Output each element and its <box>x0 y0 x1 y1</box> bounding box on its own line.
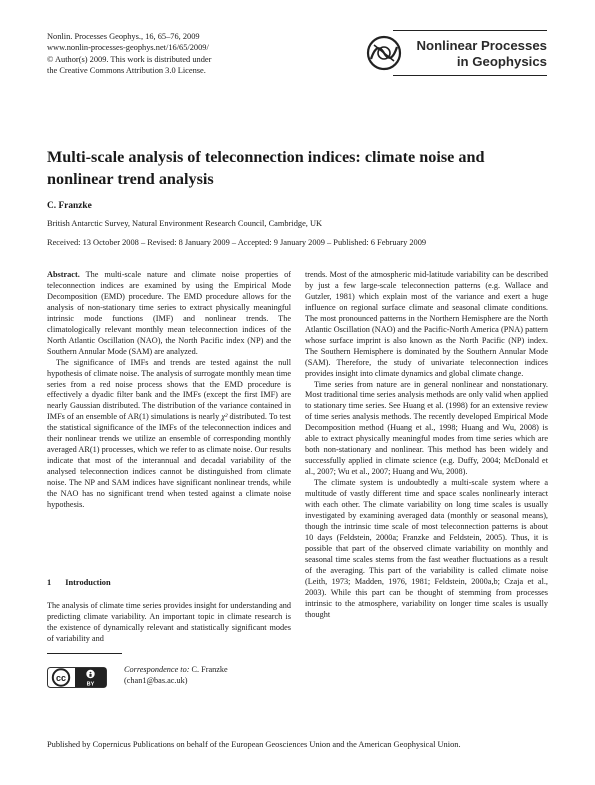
intro-paragraph-1: The analysis of climate time series provides insight for understanding and predicting climate variability. An important topic in climate research is the existence of dynamically relevant and statistically significant modes of variability and <box>47 601 291 643</box>
right-paragraph-3: The climate system is undoubtedly a multi-scale system where a multitude of vastly different time and space scales nonlinearly interact with each other. The climate variability on long time scales is usually investigated by examining averaged data (monthly or seasonal means), though the intrinsic time scale of most teleconnection patterns is about 10 days (Feldstein, 2000a; Franzke and Feldstein, 2005). Thus, it is possible that part of the observed climate variability on monthly and seasonal time scales stems from the fast weather fluctuations as a result of the averaging. This part of the variability is called climate noise (Leith, 1973; Madden, 1976, 1981; Feldstein, 2000a,b; Czaja et al., 2003). While this part can be thought of stemming from processes intrinsic to the atmosphere, variability on longer time scales is usually thought <box>305 478 548 619</box>
footnote-rule <box>47 653 122 654</box>
copyright-line: © Author(s) 2009. This work is distributed under <box>47 54 212 64</box>
cc-by-text: BY <box>86 681 95 688</box>
abstract <box>47 270 291 511</box>
abstract-paragraph-1 <box>47 270 291 358</box>
right-paragraph-1: trends. Most of the atmospheric mid-latitude variability can be described by just a few large-scale teleconnection patterns (e.g. Wallace and Gutzler, 1981) which explain most of the variance and exert a huge influence on regional surface climate and seasonal climate conditions. The most pronounced patterns in the Northern Hemisphere are the North Atlantic Oscillation (NAO) and the Pacific-North America (PNA) pattern whose surface imprint is also known as the North Pacific (NP) index. The Southern Hemisphere is dominated by the Southern Annular Mode (SAM). Therefore, the study of univariate teleconnection indices provides insight into climate dynamics and global climate change. <box>305 270 548 378</box>
journal-logo-icon <box>363 33 405 73</box>
correspondence-email[interactable]: (chan1@bas.ac.uk) <box>124 676 188 685</box>
abstract-text-1: The multi-scale nature and climate noise properties of teleconnection indices are examined by using the Empirical Mode Decomposition (EMD) procedure. The EMD procedure allows for the analysis of non-stationary time series to extract physically meaningful intrinsic mode functions (IMF) and nonlinear trends. The climatologically relevant monthly mean teleconnection indices of the North Atlantic Oscillation (NAO), the North Pacific index (NP) and the Southern Annular Mode (SAM) are analyzed. <box>47 270 291 356</box>
correspondence-line <box>124 664 228 675</box>
url-line[interactable]: www.nonlin-processes-geophys.net/16/65/2009/ <box>47 43 209 53</box>
journal-logo <box>363 29 549 75</box>
abstract-text-2a: The significance of IMFs and trends are tested against the null hypothesis of climate noise. The analysis of surrogate monthly mean time series from a red noise process shows that the EMD procedure is effectively a dyadic filter bank and the IMFs (except the first IMF) are nearly Gaussian distributed. The distribution of the variance contained in IMFs of an ensemble of AR(1) simulations is nearly <box>47 357 291 422</box>
journal-metadata <box>47 31 347 77</box>
introduction <box>47 601 291 645</box>
right-paragraph-2: Time series from nature are in general nonlinear and nonstationary. Most traditional time series analysis methods are only valid when applied to stationary time series. See Huang et al. (1998) for an extensive review of time series analysis methods. The recently developed Empirical Mode Decomposition method (Huang et al., 1998; Huang and Wu, 2008) is able to extract physically meaningful modes from time series which are both non-stationary and nonlinear. This method has been widely and successfully applied in climate science (e.g. Duffy, 2004; McDonald et al., 2007; Wu et al., 2007; Huang and Wu, 2008). <box>305 379 548 477</box>
abstract-paragraph-2 <box>47 358 291 511</box>
logo-line-2: in Geophysics <box>456 53 547 69</box>
section-heading <box>47 578 111 587</box>
chi-squared-symbol: χ² <box>221 412 228 422</box>
correspondence-label: Correspondence to: <box>124 665 190 674</box>
affiliation: British Antarctic Survey, Natural Environment Research Council, Cambridge, UK <box>47 219 323 228</box>
paper-title: Multi-scale analysis of teleconnection indices: climate noise and nonlinear trend analysis <box>47 148 485 188</box>
abstract-label: Abstract. <box>47 270 80 279</box>
cc-license-icon[interactable] <box>47 667 107 688</box>
abstract-text-2b: distributed. To test the statistical significance of the IMFs of the teleconnection indices and their nonlinear trends we utilize an ensemble of corresponding monthly averaged AR(1) processes, which we refer to as climate noise. Our results indicate that most of the interannual and decadal variability of the analysed teleconnection indices cannot be distinguished from climate noise. The NP and SAM indices have significant nonlinear trends, while the NAO has no significant trend when tested against a climate noise hypothesis. <box>47 412 292 510</box>
publisher-footer: Published by Copernicus Publications on behalf of the European Geosciences Union and the American Geophysical Union. <box>47 740 461 749</box>
cc-badge-text: cc <box>55 673 67 683</box>
publication-dates: Received: 13 October 2008 – Revised: 8 January 2009 – Accepted: 9 January 2009 – Published: 6 February 2009 <box>47 238 427 247</box>
section-number: 1 <box>47 578 52 587</box>
section-title: Introduction <box>65 578 111 587</box>
correspondence <box>124 664 228 686</box>
author-name: C. Franzke <box>47 201 92 211</box>
license-line: the Creative Commons Attribution 3.0 License. <box>47 66 206 76</box>
journal-logo-text <box>417 38 547 69</box>
logo-line-1: Nonlinear Processes <box>416 38 547 53</box>
citation-line: Nonlin. Processes Geophys., 16, 65–76, 2009 <box>47 32 200 41</box>
correspondence-name: C. Franzke <box>191 665 228 674</box>
right-column <box>305 270 548 621</box>
